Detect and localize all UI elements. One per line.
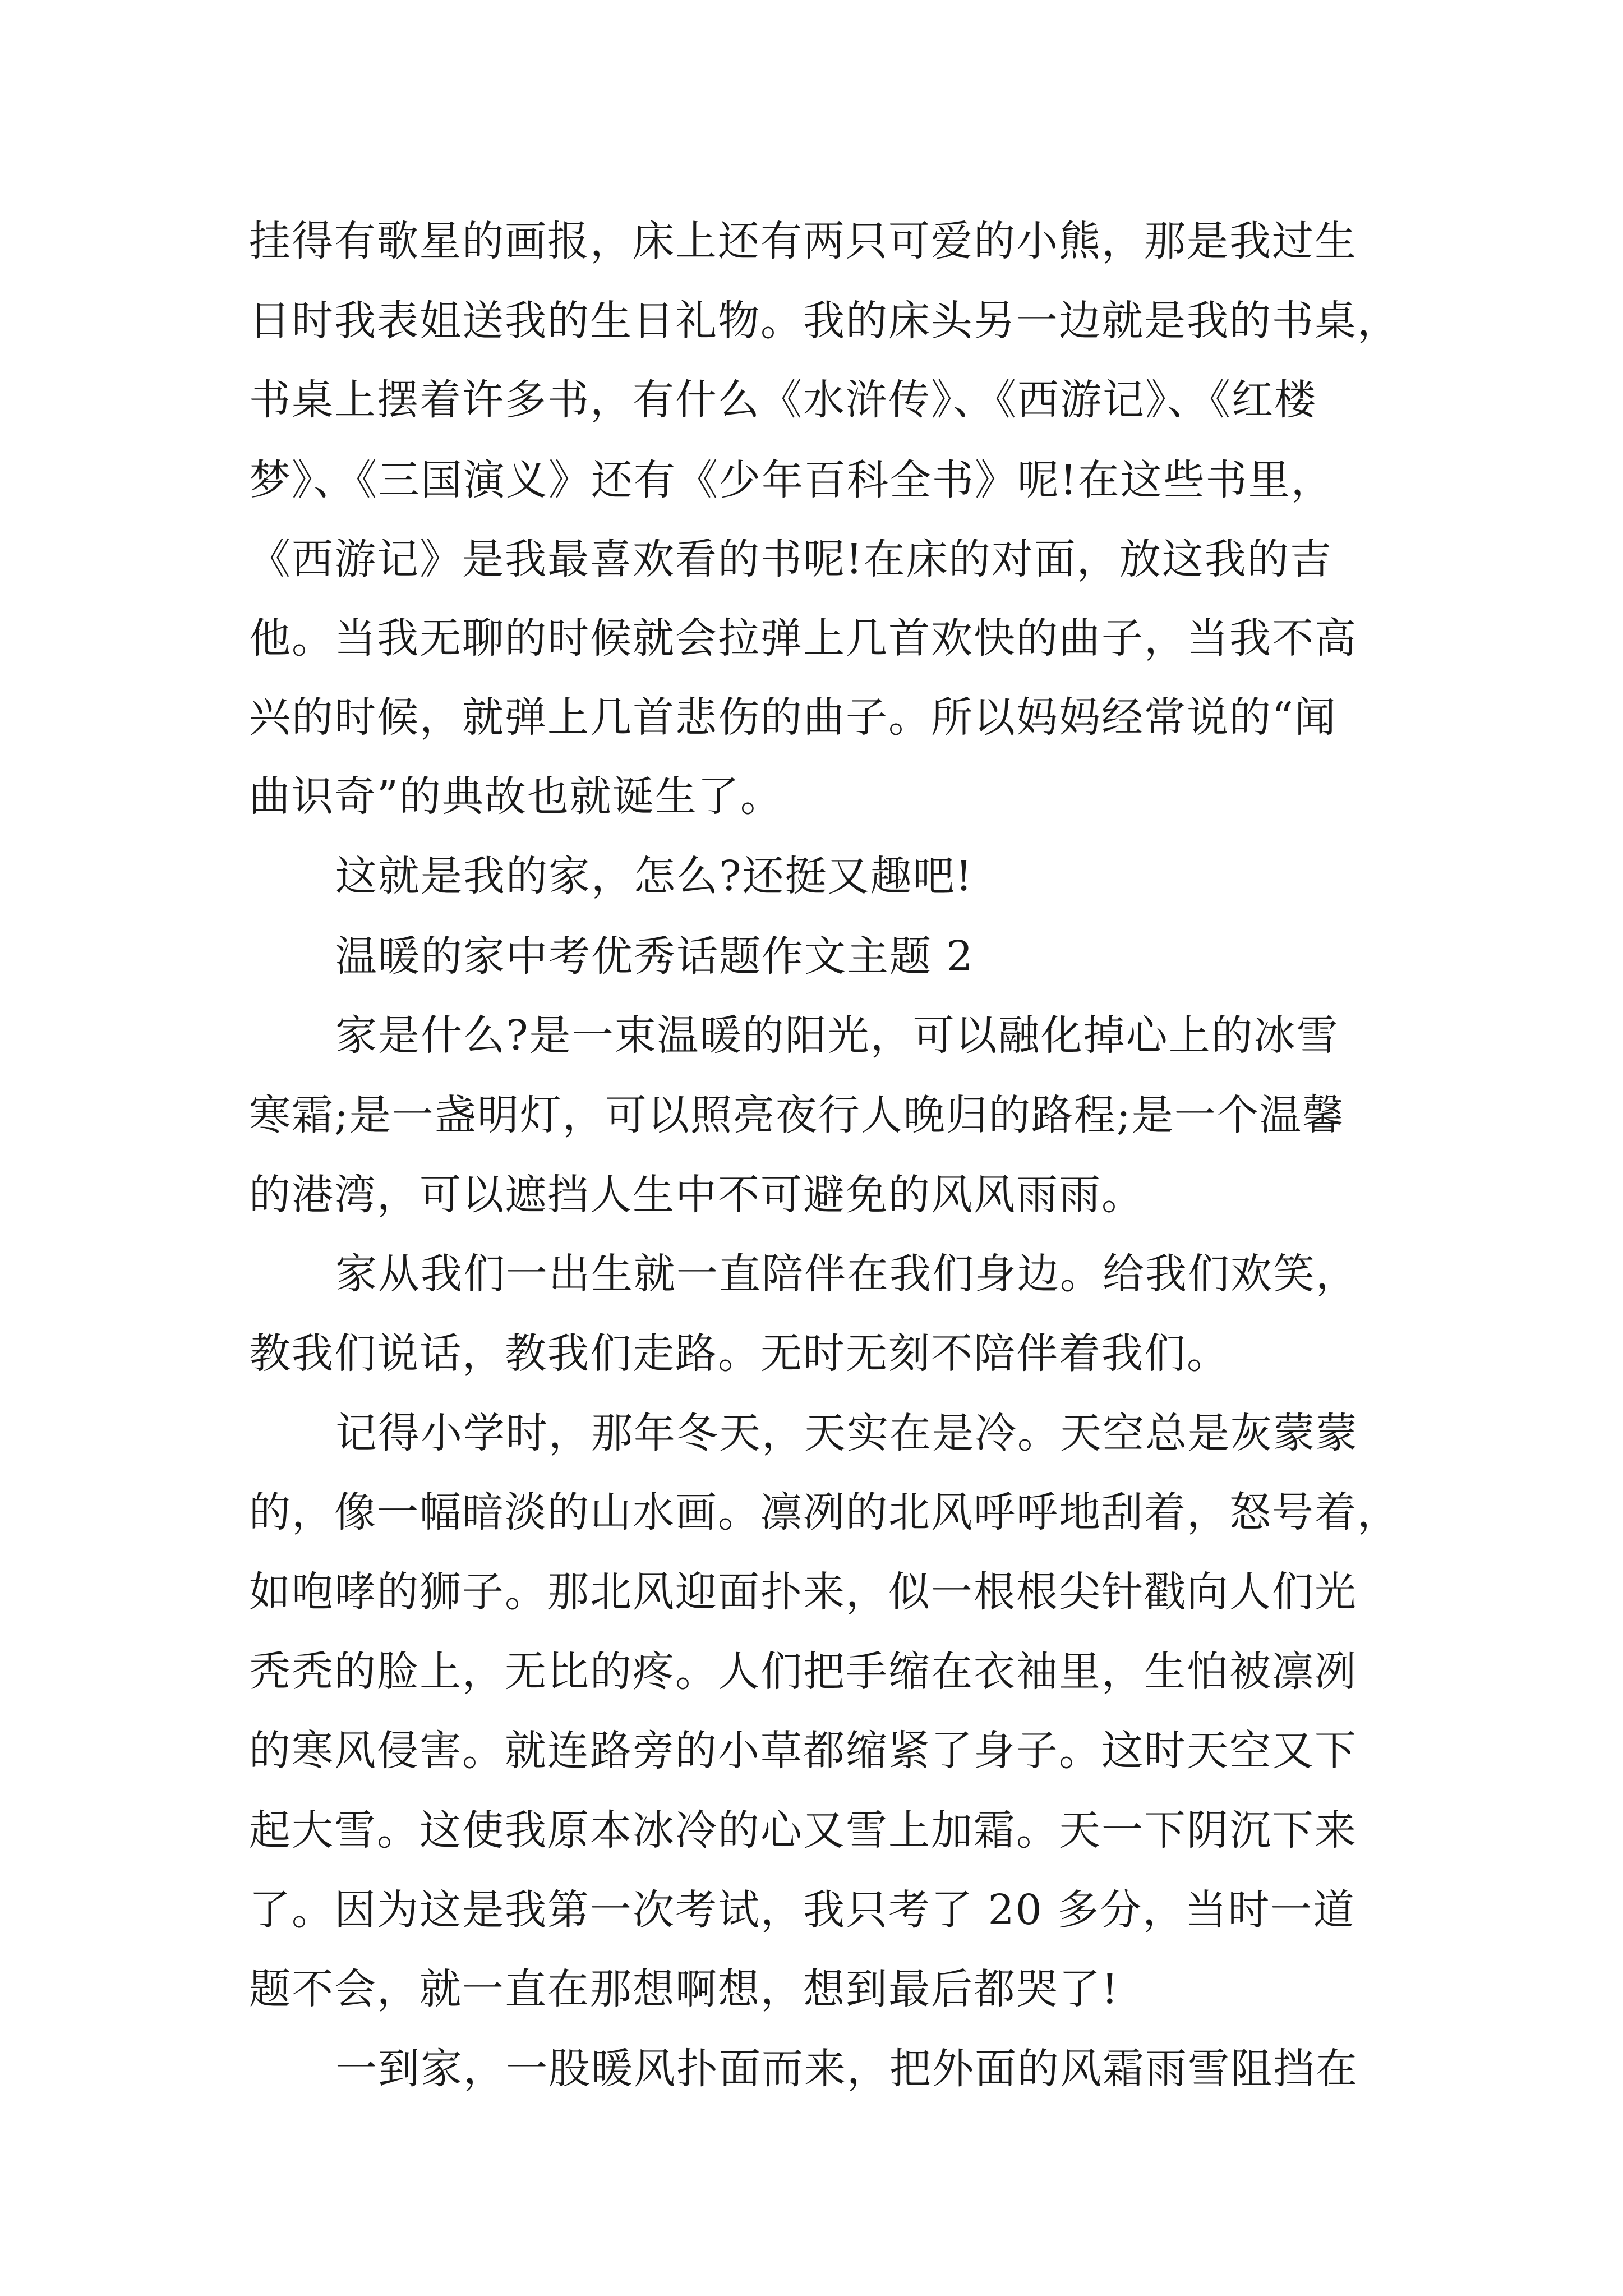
text-line: 这就是我的家，怎么?还挺又趣吧! (335, 852, 974, 900)
text-line: 梦》、《三国演义》还有《少年百科全书》呢!在这些书里， (249, 456, 1334, 504)
text-line: 起大雪。这使我原本冰冷的心又雪上加霜。天一下阴沉下来 (249, 1806, 1357, 1855)
text-line: 的港湾，可以遮挡人生中不可避免的风风雨雨。 (249, 1171, 1144, 1219)
text-line: 秃秃的脸上，无比的疼。人们把手缩在衣袖里，生怕被凛冽 (249, 1648, 1357, 1696)
text-line: 题不会，就一直在那想啊想，想到最后都哭了! (249, 1965, 1119, 2013)
text-line: 家从我们一出生就一直陪伴在我们身边。给我们欢笑， (335, 1250, 1358, 1298)
text-line: 了。因为这是我第一次考试，我只考了 20 多分，当时一道 (249, 1886, 1356, 1934)
text-line: 挂得有歌星的画报，床上还有两只可爱的小熊，那是我过生 (249, 217, 1357, 265)
text-line: 日时我表姐送我的生日礼物。我的床头另一边就是我的书桌， (249, 297, 1400, 345)
text-line: 《西游记》是我最喜欢看的书呢!在床的对面，放这我的吉 (249, 535, 1332, 583)
text-line: 一到家，一股暖风扑面而来，把外面的风霜雨雪阻挡在 (335, 2045, 1358, 2093)
text-line: 兴的时候，就弹上几首悲伤的曲子。所以妈妈经常说的“闻 (249, 693, 1337, 742)
text-line: 他。当我无聊的时候就会拉弹上几首欢快的曲子，当我不高 (249, 614, 1357, 662)
text-line: 曲识奇”的典故也就诞生了。 (249, 772, 783, 821)
text-line: 记得小学时，那年冬天，天实在是冷。天空总是灰蒙蒙 (335, 1409, 1358, 1457)
text-line: 如咆哮的狮子。那北风迎面扑来，似一根根尖针戳向人们光 (249, 1568, 1357, 1616)
section-heading: 温暖的家中考优秀话题作文主题 2 (335, 932, 974, 981)
text-line: 书桌上摆着许多书，有什么《水浒传》、《西游记》、《红楼 (249, 376, 1317, 424)
text-line: 的，像一幅暗淡的山水画。凛冽的北风呼呼地刮着，怒号着， (249, 1488, 1400, 1536)
text-line: 家是什么?是一束温暖的阳光，可以融化掉心上的冰雪 (335, 1011, 1339, 1060)
text-line: 寒霜;是一盏明灯，可以照亮夜行人晚归的路程;是一个温馨 (249, 1091, 1345, 1139)
text-line: 教我们说话，教我们走路。无时无刻不陪伴着我们。 (249, 1329, 1229, 1378)
text-line: 的寒风侵害。就连路旁的小草都缩紧了身子。这时天空又下 (249, 1727, 1357, 1775)
